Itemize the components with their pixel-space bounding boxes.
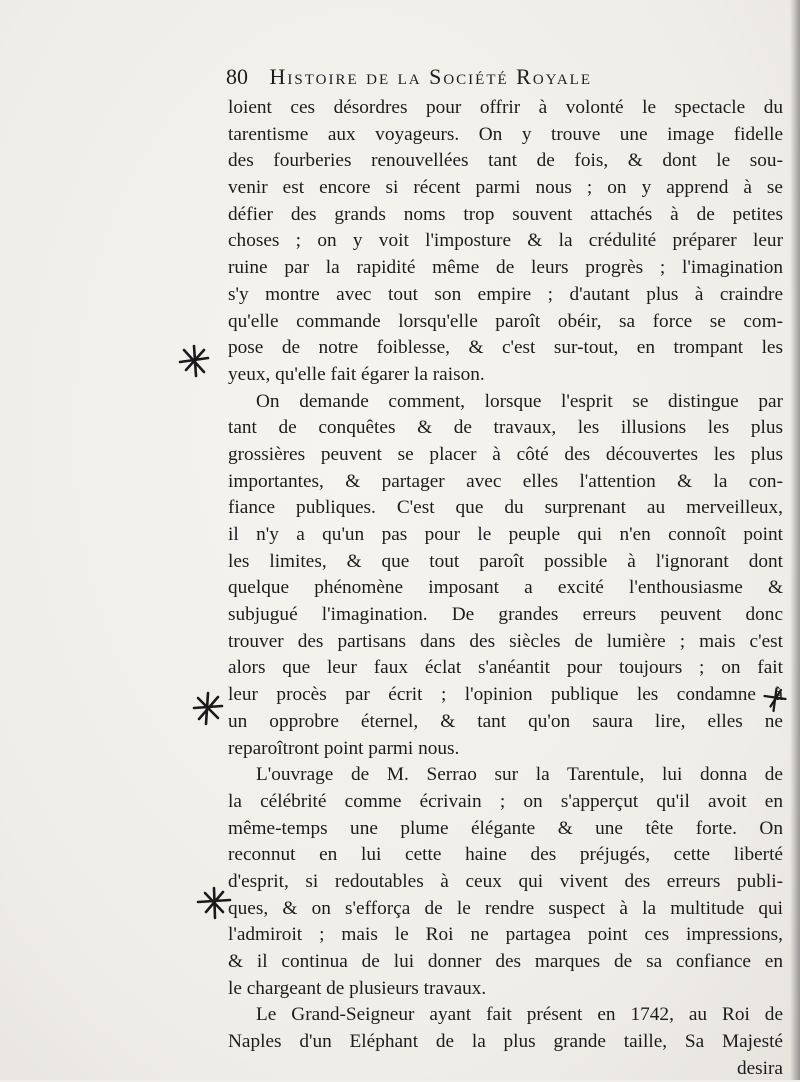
text-line: ques, & on s'efforça de le rendre suspect à la multitude qui bbox=[228, 897, 783, 919]
page-gutter-shadow bbox=[790, 0, 800, 1080]
text-line: ruine par la rapidité même de leurs progrès ; l'imagination bbox=[228, 257, 783, 279]
text-line: un opprobre éternel, & tant qu'on saura lire, elles ne bbox=[228, 710, 783, 732]
text-line: subjugué l'imagination. De grandes erreurs peuvent donc bbox=[228, 604, 783, 626]
text-line: quelque phénomène imposant a excité l'enthousiasme & bbox=[228, 577, 783, 599]
handwritten-asterisk-icon bbox=[188, 688, 228, 728]
text-line: choses ; on y voit l'imposture & la crédulité préparer leur bbox=[228, 230, 783, 252]
text-line: Naples d'un Eléphant de la plus grande taille, Sa Majesté bbox=[228, 1031, 783, 1053]
text-line: il n'y a qu'un pas pour le peuple qui n'en connoît point bbox=[228, 524, 783, 545]
text-line: reparoîtront point parmi nous. bbox=[228, 737, 460, 759]
body-text bbox=[228, 95, 783, 1082]
running-title: Histoire de la Société Royale bbox=[269, 64, 592, 89]
text-line: grossières peuvent se placer à côté des découvertes les plus bbox=[228, 443, 783, 465]
text-line: même-temps une plume élégante & une tête forte. On bbox=[228, 817, 783, 839]
running-header bbox=[226, 64, 786, 90]
text-line: le chargeant de plusieurs travaux. bbox=[228, 977, 487, 999]
text-line: pose de notre foiblesse, & c'est sur-tout, en trompant les bbox=[228, 337, 783, 359]
text-line: tant de conquêtes & de travaux, les illusions les plus bbox=[228, 417, 783, 439]
text-line: l'admiroit ; mais le Roi ne partagea point ces impressions, bbox=[228, 924, 783, 946]
handwritten-asterisk-icon bbox=[194, 882, 234, 922]
text-line: yeux, qu'elle fait égarer la raison. bbox=[228, 363, 485, 385]
text-line: la célébrité comme écrivain ; on s'apperçut qu'il avoit en bbox=[228, 790, 783, 812]
text-line: tarentisme aux voyageurs. On y trouve une image fidelle bbox=[228, 123, 783, 145]
text-line: s'y montre avec tout son empire ; d'autant plus à craindre bbox=[228, 283, 783, 305]
text-line: défier des grands noms trop souvent attachés à de petites bbox=[228, 203, 783, 225]
paragraph-first-line: Le Grand-Seigneur ayant fait présent en 1742, au Roi de bbox=[256, 1004, 783, 1026]
text-line: & il continua de lui donner des marques de sa confiance en bbox=[228, 951, 783, 972]
catchword: desira bbox=[736, 1057, 783, 1079]
text-line: d'esprit, si redoutables à ceux qui vivent des erreurs publi- bbox=[228, 870, 783, 892]
text-line: alors que leur faux éclat s'anéantit pour toujours ; on fait bbox=[228, 657, 783, 679]
page-number: 80 bbox=[226, 64, 248, 89]
text-line: trouver des partisans dans des siècles de lumière ; mais c'est bbox=[228, 630, 783, 652]
text-line: des fourberies renouvellées tant de fois, & dont le sou- bbox=[228, 150, 783, 172]
text-line: les limites, & que tout paroît possible à l'ignorant dont bbox=[228, 550, 783, 572]
handwritten-asterisk-icon bbox=[174, 340, 214, 380]
paragraph-first-line: On demande comment, lorsque l'esprit se distingue par bbox=[256, 390, 783, 412]
text-line: leur procès par écrit ; l'opinion publique les condamne à bbox=[228, 684, 783, 706]
text-line: qu'elle commande lorsqu'elle paroît obéir, sa force se com- bbox=[228, 310, 783, 332]
text-line: fiance publiques. C'est que du surprenant au merveilleux, bbox=[228, 497, 783, 519]
text-line: reconnut en lui cette haine des préjugés, cette liberté bbox=[228, 844, 783, 866]
paragraph-first-line: L'ouvrage de M. Serrao sur la Tarentule, lui donna de bbox=[256, 764, 783, 786]
text-line: importantes, & partager avec elles l'attention & la con- bbox=[228, 470, 783, 492]
text-line: loient ces désordres pour offrir à volonté le spectacle du bbox=[228, 97, 783, 118]
handwritten-asterisk-icon bbox=[760, 684, 790, 714]
text-line: venir est encore si récent parmi nous ; on y apprend à se bbox=[228, 177, 783, 199]
